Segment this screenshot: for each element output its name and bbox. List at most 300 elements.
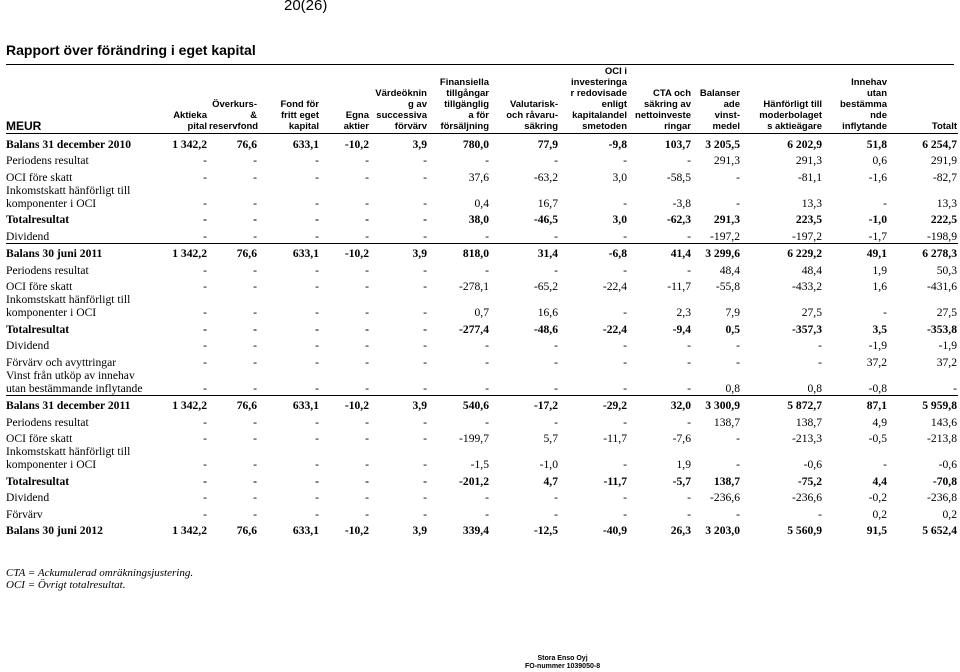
table-cell: - (203, 355, 207, 369)
table-cell: -11,7 (603, 432, 627, 445)
table-cell: -213,3 (792, 432, 822, 445)
table-cell: - (554, 507, 558, 521)
column-header: Finansiella tillgångar tillgänglig a för försäljning (428, 66, 490, 134)
table-cell: - (428, 226, 490, 243)
table-cell: - (370, 369, 428, 396)
table-cell: - (253, 154, 257, 167)
table-row (6, 319, 958, 336)
table-cell: -75,2 (797, 474, 822, 488)
table-cell: -0,2 (868, 491, 887, 504)
table-cell: - (203, 196, 207, 210)
table-cell: 3 299,6 (705, 247, 740, 260)
table-cell: - (423, 154, 427, 167)
table-cell: - (554, 263, 558, 277)
table-cell: - (365, 415, 369, 429)
table-cell: 87,1 (866, 399, 887, 412)
table-cell: -0,6 (803, 458, 822, 471)
table-cell: - (315, 196, 319, 210)
table-cell: - (253, 474, 257, 488)
table-cell: 291,9 (930, 154, 957, 167)
table-cell: 3,9 (412, 399, 427, 412)
row-label: Inkomstskatt hänförligt till komponenter i OCI (6, 183, 131, 210)
table-cell: - (253, 170, 257, 184)
table-cell: - (365, 154, 369, 167)
table-cell: 0,8 (692, 369, 741, 396)
table-cell: -9,8 (608, 137, 627, 151)
table-cell: -48,6 (533, 322, 558, 336)
table-cell: - (623, 339, 627, 352)
table-row (6, 445, 958, 471)
table-cell: -0,8 (823, 369, 888, 396)
table-cell: - (203, 170, 207, 184)
table-cell: - (365, 213, 369, 226)
row-label: Periodens resultat (6, 263, 89, 277)
table-cell: 27,5 (936, 306, 957, 319)
table-cell: -7,6 (672, 432, 691, 445)
table-cell: - (315, 306, 319, 319)
table-cell: - (736, 507, 740, 521)
table-cell: - (423, 306, 427, 319)
table-cell: - (258, 369, 320, 396)
table-cell: -11,7 (667, 280, 691, 293)
table-cell: 4,7 (543, 474, 558, 488)
row-label: Totalresultat (6, 474, 70, 488)
table-cell: - (253, 432, 257, 445)
table-cell: - (623, 154, 627, 167)
table-cell: - (365, 474, 369, 488)
table-cell: - (559, 226, 628, 243)
table-cell: - (423, 213, 427, 226)
table-cell: 3,9 (412, 137, 427, 151)
table-cell: - (554, 491, 558, 504)
table-cell: - (623, 306, 627, 319)
row-label: Totalresultat (6, 322, 70, 336)
table-cell: 32,0 (670, 399, 691, 412)
table-cell: 6 254,7 (922, 137, 957, 151)
table-cell: - (687, 507, 691, 521)
table-cell: 0,4 (474, 196, 489, 210)
table-row (6, 471, 958, 488)
table-cell: - (423, 170, 427, 184)
table-cell: -55,8 (715, 280, 740, 293)
table-cell: - (258, 226, 320, 243)
table-cell: -29,2 (602, 399, 627, 412)
table-cell: - (315, 339, 319, 352)
table-cell: 223,5 (795, 213, 822, 226)
table-cell: - (365, 432, 369, 445)
table-cell: - (365, 170, 369, 184)
table-cell: - (253, 322, 257, 336)
table-cell: 2,3 (676, 306, 691, 319)
table-cell: 13,3 (801, 196, 822, 210)
table-cell: - (623, 355, 627, 369)
table-cell: 5 560,9 (787, 524, 822, 537)
table-cell: 0,6 (872, 154, 887, 167)
table-cell: - (423, 415, 427, 429)
table-cell: 16,7 (537, 196, 558, 210)
table-cell: - (203, 474, 207, 488)
table-cell: 633,1 (292, 524, 319, 537)
table-cell: -22,4 (602, 280, 627, 293)
table-row (6, 210, 958, 227)
table-cell: - (203, 415, 207, 429)
table-cell: - (736, 458, 740, 471)
table-cell: - (736, 355, 740, 369)
table-cell: - (818, 339, 822, 352)
table-cell: -1,6 (868, 170, 887, 184)
table-cell: - (628, 369, 692, 396)
table-cell: - (320, 226, 370, 243)
table-cell: -1,0 (868, 213, 887, 226)
row-label: Dividend (6, 226, 154, 243)
table-cell: 13,3 (936, 196, 957, 210)
table-cell: 48,4 (719, 263, 740, 277)
table-cell: -277,4 (459, 322, 489, 336)
table-cell: -357,3 (792, 322, 822, 336)
table-row (6, 412, 958, 429)
table-cell: - (485, 154, 489, 167)
table-cell: - (687, 355, 691, 369)
table-cell: 540,6 (462, 399, 489, 412)
table-cell: - (315, 170, 319, 184)
table-cell: 6 229,2 (787, 247, 822, 260)
row-label: Förvärv (6, 507, 43, 521)
column-header: OCI i investeringa r redovisade enligt kapitalandel smetoden (559, 66, 628, 134)
table-cell: - (365, 196, 369, 210)
table-cell: - (490, 369, 559, 396)
table-cell: - (554, 415, 558, 429)
table-cell: 0,8 (741, 369, 823, 396)
table-cell: 103,7 (664, 137, 691, 151)
table-cell: 7,9 (725, 306, 740, 319)
page-number: 20(26) (284, 0, 328, 14)
table-cell: - (315, 154, 319, 167)
table-cell: - (154, 369, 208, 396)
column-header: Innehav utan bestämma nde inflytande (823, 66, 888, 134)
table-cell: - (315, 458, 319, 471)
table-cell: - (208, 226, 258, 243)
row-label: Inkomstskatt hänförligt till komponenter i OCI (6, 293, 131, 319)
table-row (6, 369, 958, 396)
table-row (6, 504, 958, 521)
table-cell: - (253, 491, 257, 504)
table-cell: -1,5 (470, 458, 489, 471)
page-footer (525, 655, 600, 671)
table-cell: 76,6 (236, 524, 257, 537)
table-cell: -197,2 (741, 226, 823, 243)
table-cell: - (315, 280, 319, 293)
table-cell: - (485, 491, 489, 504)
table-cell: 49,1 (866, 247, 887, 260)
table-cell: - (883, 458, 887, 471)
row-label: Balans 31 december 2011 (6, 399, 131, 412)
table-cell: - (203, 432, 207, 445)
table-cell: - (423, 196, 427, 210)
table-cell: - (736, 196, 740, 210)
table-cell: - (315, 355, 319, 369)
table-cell: - (365, 458, 369, 471)
table-cell: 0,7 (474, 306, 489, 319)
table-cell: - (883, 306, 887, 319)
table-cell: - (554, 154, 558, 167)
table-cell: - (423, 474, 427, 488)
table-cell: 5 959,8 (922, 399, 957, 412)
table-cell: -0,5 (868, 432, 887, 445)
table-cell: 37,6 (468, 170, 489, 184)
table-cell: 1 342,2 (172, 399, 207, 412)
table-cell: 26,3 (670, 524, 691, 537)
table-cell: 3 205,5 (705, 137, 740, 151)
table-cell: - (203, 491, 207, 504)
table-cell: -17,2 (533, 399, 558, 412)
table-cell: 3 203,0 (705, 524, 740, 537)
table-row (6, 226, 958, 243)
row-label: OCI före skatt (6, 280, 73, 293)
table-cell: - (623, 415, 627, 429)
table-cell: 48,4 (801, 263, 822, 277)
table-cell: - (423, 355, 427, 369)
table-cell: - (253, 415, 257, 429)
table-cell: - (203, 306, 207, 319)
table-cell: 222,5 (930, 213, 957, 226)
table-cell: -213,8 (927, 432, 957, 445)
table-cell: - (203, 280, 207, 293)
row-label: Periodens resultat (6, 415, 89, 429)
table-header-row (6, 66, 958, 134)
table-cell: - (253, 507, 257, 521)
footnotes (6, 567, 193, 591)
table-cell: - (687, 491, 691, 504)
table-cell: 41,4 (670, 247, 691, 260)
table-row (6, 134, 958, 151)
column-header: Värdeöknin g av successiva förvärv (370, 66, 428, 134)
table-cell: -9,4 (672, 322, 691, 336)
table-cell: 76,6 (236, 399, 257, 412)
table-cell: 1 342,2 (172, 247, 207, 260)
table-cell: 5,7 (543, 432, 558, 445)
table-cell: - (203, 339, 207, 352)
table-cell: - (485, 415, 489, 429)
table-row (6, 293, 958, 319)
table-cell: -1,0 (539, 458, 558, 471)
table-cell: 37,2 (936, 355, 957, 369)
table-cell: 291,3 (713, 154, 740, 167)
row-label: Periodens resultat (6, 154, 89, 167)
table-cell: -10,2 (344, 399, 369, 412)
table-cell: - (203, 458, 207, 471)
table-row (6, 151, 958, 168)
table-cell: - (428, 369, 490, 396)
table-cell: -5,7 (672, 474, 691, 488)
table-cell: 339,4 (462, 524, 489, 537)
header-rule (6, 64, 954, 65)
column-header: Egna aktier (320, 66, 370, 134)
row-label: Dividend (6, 339, 50, 352)
row-label: OCI före skatt (6, 432, 73, 445)
table-cell: - (365, 263, 369, 277)
table-cell: - (365, 339, 369, 352)
table-body (6, 134, 958, 538)
column-header: CTA och säkring av nettoinveste ringar (628, 66, 692, 134)
table-cell: 1,9 (676, 458, 691, 471)
table-cell: 291,3 (795, 154, 822, 167)
table-cell: - (253, 458, 257, 471)
table-cell: -46,5 (533, 213, 558, 226)
table-row (6, 336, 958, 353)
table-cell: 3,5 (872, 322, 887, 336)
table-cell: -1,7 (823, 226, 888, 243)
table-cell: - (315, 415, 319, 429)
table-cell: - (154, 226, 208, 243)
table-row (6, 277, 958, 294)
table-cell: -236,6 (710, 491, 740, 504)
table-cell: - (253, 306, 257, 319)
footer-registry: FO-nummer 1039050-8 (525, 663, 601, 670)
table-cell: - (623, 491, 627, 504)
table-cell: -236,6 (792, 491, 822, 504)
table-cell: -65,2 (533, 280, 558, 293)
table-cell: - (818, 355, 822, 369)
table-cell: -278,1 (459, 280, 489, 293)
table-cell: - (253, 213, 257, 226)
table-cell: 1,6 (872, 280, 887, 293)
table-cell: 37,2 (866, 355, 887, 369)
table-cell: 6 278,3 (922, 247, 957, 260)
table-cell: - (423, 491, 427, 504)
table-cell: - (888, 369, 958, 396)
table-cell: - (315, 491, 319, 504)
row-label: Dividend (6, 491, 50, 504)
table-cell: 4,4 (872, 474, 887, 488)
table-row (6, 521, 958, 538)
table-cell: -11,7 (603, 474, 627, 488)
table-cell: - (883, 196, 887, 210)
table-cell: 50,3 (936, 263, 957, 277)
table-cell: 818,0 (462, 247, 489, 260)
table-cell: 1,9 (872, 263, 887, 277)
table-row (6, 167, 958, 184)
table-row (6, 395, 958, 412)
table-cell: 780,0 (462, 137, 489, 151)
table-row (6, 352, 958, 369)
table-row (6, 243, 958, 260)
table-cell: 6 202,9 (787, 137, 822, 151)
footnote-cta: CTA = Ackumulerad omräkningsjustering. (6, 567, 194, 579)
table-cell: 3,0 (612, 213, 627, 226)
table-cell: - (365, 280, 369, 293)
column-header: Hänförligt till moderbolaget s aktieägare (741, 66, 823, 134)
table-cell: 0,5 (725, 322, 740, 336)
table-cell: - (320, 369, 370, 396)
table-cell: - (687, 154, 691, 167)
table-cell: -1,9 (868, 339, 887, 352)
table-cell: - (208, 369, 258, 396)
table-cell: 633,1 (292, 137, 319, 151)
table-cell: -197,2 (692, 226, 741, 243)
table-cell: 1 342,2 (172, 524, 207, 537)
table-cell: 27,5 (801, 306, 822, 319)
table-cell: 138,7 (795, 415, 822, 429)
table-cell: -353,8 (927, 322, 957, 336)
table-cell: 143,6 (930, 415, 957, 429)
table-cell: - (203, 507, 207, 521)
table-cell: 3,9 (412, 524, 427, 537)
column-header: Överkurs- & reservfond (208, 66, 258, 134)
column-header: Totalt (888, 66, 958, 134)
table-cell: 38,0 (468, 213, 489, 226)
column-header: Fond för fritt eget kapital (258, 66, 320, 134)
table-cell: - (253, 355, 257, 369)
row-label: Balans 30 juni 2011 (6, 247, 103, 260)
row-label: Balans 31 december 2010 (6, 137, 132, 151)
table-cell: - (253, 339, 257, 352)
table-cell: -81,1 (797, 170, 822, 184)
table-cell: - (818, 507, 822, 521)
table-cell: -198,9 (888, 226, 958, 243)
table-cell: - (253, 280, 257, 293)
table-cell: - (485, 263, 489, 277)
table-row (6, 260, 958, 277)
table-cell: 76,6 (236, 247, 257, 260)
table-cell: - (253, 263, 257, 277)
table-row (6, 184, 958, 210)
table-cell: - (623, 507, 627, 521)
column-header-meur: MEUR (6, 66, 154, 134)
table-cell: - (485, 507, 489, 521)
table-cell: 138,7 (713, 474, 740, 488)
table-cell: 1 342,2 (172, 137, 207, 151)
table-cell: -3,8 (672, 196, 691, 210)
table-cell: - (736, 432, 740, 445)
table-cell: - (559, 369, 628, 396)
table-cell: -199,7 (459, 432, 489, 445)
table-cell: - (423, 263, 427, 277)
table-cell: 3,9 (412, 247, 427, 260)
table-cell: 633,1 (292, 399, 319, 412)
table-cell: 291,3 (713, 213, 740, 226)
table-cell: - (628, 226, 692, 243)
table-cell: - (423, 280, 427, 293)
table-cell: -10,2 (344, 524, 369, 537)
table-cell: -22,4 (602, 322, 627, 336)
table-cell: 5 872,7 (787, 399, 822, 412)
table-cell: -431,6 (927, 280, 957, 293)
row-label: Balans 30 juni 2012 (6, 524, 103, 537)
row-label: Totalresultat (6, 213, 70, 226)
column-header: Aktieka pital (154, 66, 208, 134)
table-row (6, 488, 958, 505)
table-cell: 5 652,4 (922, 524, 957, 537)
table-cell: - (315, 322, 319, 336)
table-cell: - (315, 213, 319, 226)
table-cell: - (490, 226, 559, 243)
table-cell: 633,1 (292, 247, 319, 260)
table-cell: -10,2 (344, 137, 369, 151)
table-cell: -58,5 (666, 170, 691, 184)
table-cell: -236,8 (927, 491, 957, 504)
table-cell: 138,7 (713, 415, 740, 429)
table-cell: 51,8 (866, 137, 887, 151)
row-label: Förvärv och avyttringar (6, 355, 117, 369)
table-cell: - (485, 339, 489, 352)
table-row (6, 429, 958, 446)
table-cell: - (315, 432, 319, 445)
table-cell: - (687, 339, 691, 352)
table-cell: 91,5 (866, 524, 887, 537)
table-cell: - (315, 263, 319, 277)
table-cell: -70,8 (932, 474, 957, 488)
table-cell: 76,6 (236, 137, 257, 151)
